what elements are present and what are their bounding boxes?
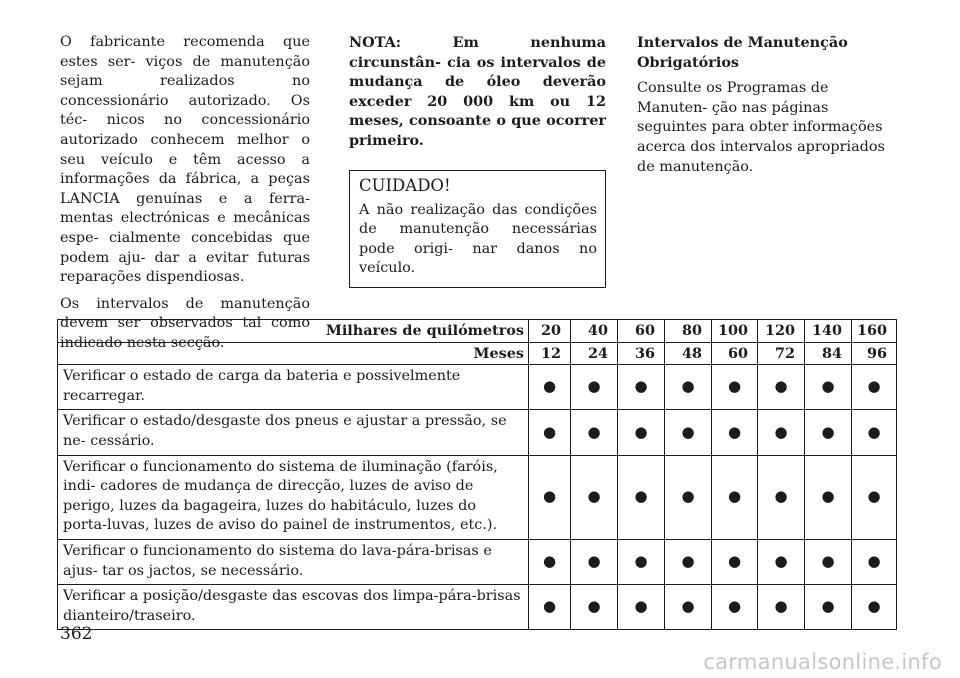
interval-dot: ●: [529, 410, 571, 455]
interval-dot: ●: [805, 410, 852, 455]
caution-title: CUIDADO!: [359, 175, 451, 195]
interval-dot: ●: [712, 585, 758, 630]
table-row: [58, 365, 897, 410]
km-value-cell: 140: [805, 320, 852, 343]
interval-dot: ●: [805, 365, 852, 410]
km-label: Milhares de quilómetros: [58, 320, 529, 343]
interval-dot: ●: [529, 365, 571, 410]
months-value-cell: 24: [571, 342, 618, 365]
column-left: [60, 33, 310, 361]
interval-dot: ●: [618, 539, 665, 584]
caution-box: [349, 170, 606, 288]
interval-dot: ●: [618, 365, 665, 410]
interval-dot: ●: [712, 365, 758, 410]
task-description: Verificar o funcionamento do sistema do lava-pára-brisas e ajus- tar os jactos, se necessário.: [58, 539, 529, 584]
table-row: [58, 410, 897, 455]
months-value-cell: 96: [852, 342, 897, 365]
maintenance-table-body: [58, 365, 897, 630]
interval-dot: ●: [665, 585, 712, 630]
months-value-cell: 36: [618, 342, 665, 365]
interval-dot: ●: [805, 585, 852, 630]
interval-dot: ●: [529, 585, 571, 630]
interval-dot: ●: [758, 585, 805, 630]
km-value-cell: 60: [618, 320, 665, 343]
task-description: Verificar o estado/desgaste dos pneus e ajustar a pressão, se ne- cessário.: [58, 410, 529, 455]
km-value-cell: 100: [712, 320, 758, 343]
interval-dot: ●: [852, 585, 897, 630]
km-value-cell: 120: [758, 320, 805, 343]
interval-dot: ●: [571, 455, 618, 539]
task-description: Verificar o estado de carga da bateria e possivelmente recarregar.: [58, 365, 529, 410]
km-value-cell: 160: [852, 320, 897, 343]
intro-paragraph: O fabricante recomenda que estes ser- viços de manutenção sejam realizados no concessionário autorizado. Os téc- nicos no concessionário autorizado conhecem melhor o seu veículo e têm acesso a informações da fábrica, a peças LANCIA genuínas e a ferra- mentas electrónicas e mecânicas espe- cialmente concebidas que podem aju- dar a evitar futuras reparações dispendiosas.: [60, 34, 310, 286]
intervals-paragraph: Os intervalos de manutenção devem ser observados tal como indicado nesta secção.: [60, 295, 310, 351]
caution-text: A não realização das condições de manutenção necessárias pode origi- nar danos no veículo.: [359, 201, 597, 277]
km-value-cell: 40: [571, 320, 618, 343]
page-number: 362: [60, 624, 93, 644]
interval-dot: ●: [852, 539, 897, 584]
section-heading: Intervalos de Manutenção Obrigatórios: [637, 34, 848, 71]
km-value-cell: 80: [665, 320, 712, 343]
interval-dot: ●: [618, 455, 665, 539]
column-middle: [349, 33, 606, 288]
months-value-cell: 84: [805, 342, 852, 365]
interval-dot: ●: [571, 365, 618, 410]
interval-dot: ●: [852, 410, 897, 455]
interval-dot: ●: [571, 585, 618, 630]
months-label: Meses: [58, 342, 529, 365]
task-description: Verificar a posição/desgaste das escovas dos limpa-pára-brisas dianteiro/traseiro.: [58, 585, 529, 630]
interval-dot: ●: [618, 410, 665, 455]
interval-dot: ●: [758, 365, 805, 410]
interval-dot: ●: [712, 410, 758, 455]
months-value-cell: 72: [758, 342, 805, 365]
table-row: [58, 455, 897, 539]
interval-dot: ●: [571, 539, 618, 584]
interval-dot: ●: [665, 365, 712, 410]
column-right: [637, 33, 897, 184]
km-value-cell: 20: [529, 320, 571, 343]
months-value-cell: 48: [665, 342, 712, 365]
interval-dot: ●: [665, 410, 712, 455]
watermark: carmanualsonline.info: [703, 650, 942, 674]
months-header-row: [58, 342, 897, 365]
interval-dot: ●: [665, 539, 712, 584]
interval-dot: ●: [758, 455, 805, 539]
table-row: [58, 585, 897, 630]
task-description: Verificar o funcionamento do sistema de iluminação (faróis, indi- cadores de mudança de direcção, luzes de aviso de perigo, luzes da bagageira, luzes do habitáculo, luzes do porta-luvas, luzes de aviso do painel de instrumentos, etc.).: [58, 455, 529, 539]
months-value-cell: 60: [712, 342, 758, 365]
interval-dot: ●: [805, 539, 852, 584]
interval-dot: ●: [712, 539, 758, 584]
section-text: Consulte os Programas de Manuten- ção nas páginas seguintes para obter informações acerca dos intervalos apropriados de manutenção.: [637, 80, 885, 175]
interval-dot: ●: [758, 539, 805, 584]
interval-dot: ●: [571, 410, 618, 455]
interval-dot: ●: [665, 455, 712, 539]
table-row: [58, 539, 897, 584]
interval-dot: ●: [712, 455, 758, 539]
months-value-cell: 12: [529, 342, 571, 365]
maintenance-table: [57, 319, 897, 630]
interval-dot: ●: [529, 539, 571, 584]
interval-dot: ●: [805, 455, 852, 539]
interval-dot: ●: [758, 410, 805, 455]
interval-dot: ●: [852, 455, 897, 539]
interval-dot: ●: [618, 585, 665, 630]
interval-dot: ●: [529, 455, 571, 539]
oil-change-note: NOTA: Em nenhuma circunstân- cia os intervalos de mudança de óleo deverão exceder 20 000 km ou 12 meses, consoante o que ocorrer primeiro.: [349, 34, 606, 149]
interval-dot: ●: [852, 365, 897, 410]
km-header-row: [58, 320, 897, 343]
